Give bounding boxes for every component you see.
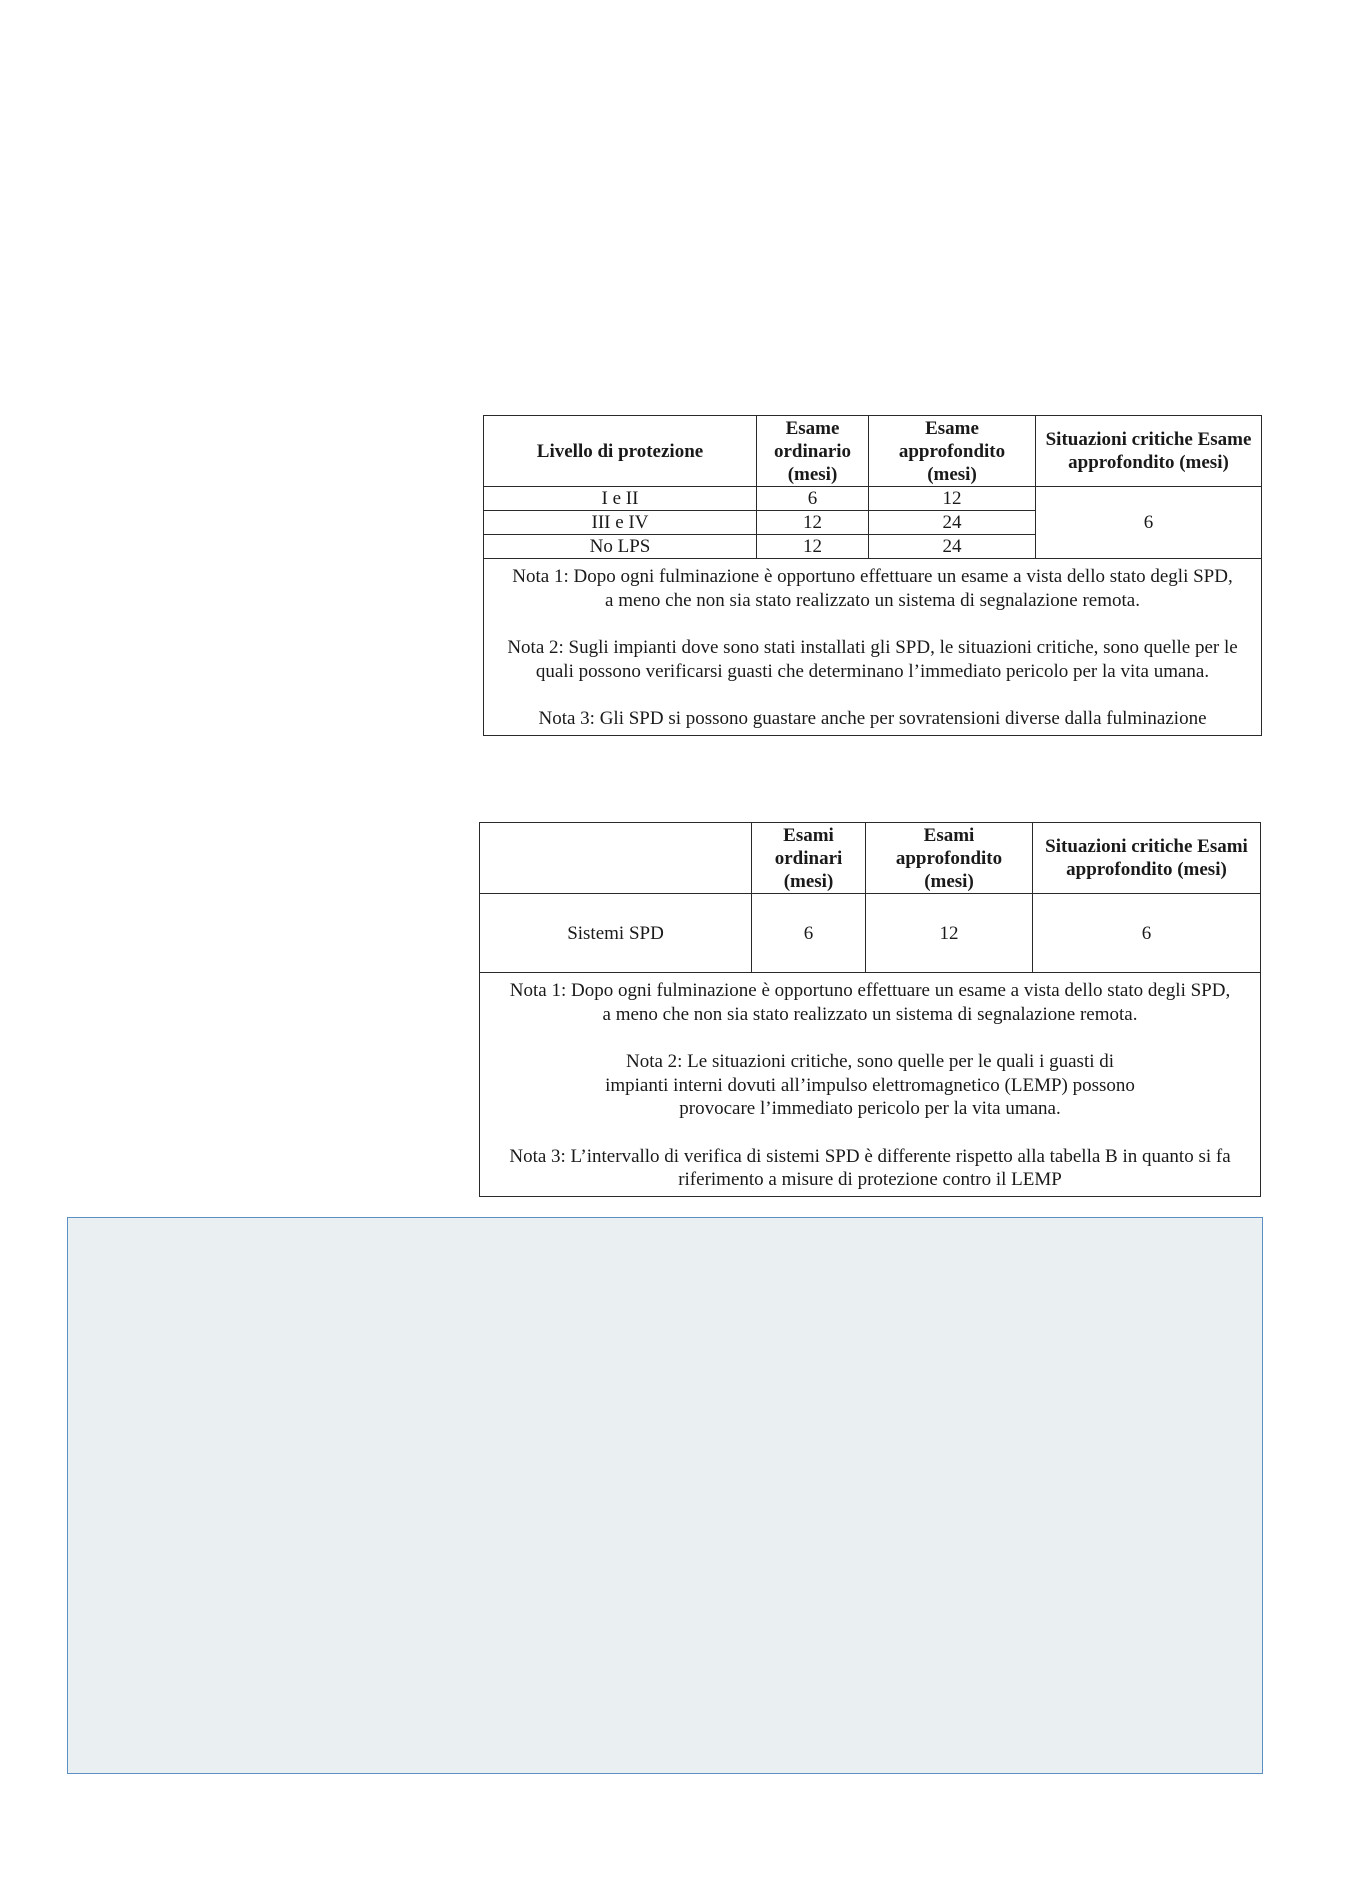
notes-row xyxy=(480,973,1261,1197)
table-row xyxy=(484,487,1262,511)
table-protection-levels xyxy=(483,415,1262,736)
cell-ordinario: 12 xyxy=(757,535,869,559)
note-1: Nota 1: Dopo ogni fulminazione è opportuno effettuare un esame a vista dello stato degli SPD, a meno che non sia stato realizzato un sistema di segnalazione remota. xyxy=(512,566,1233,611)
header-livello: Livello di protezione xyxy=(484,416,757,487)
cell-sistemi-spd: Sistemi SPD xyxy=(480,894,752,973)
table-header-row xyxy=(480,823,1261,894)
cell-approfondito: 12 xyxy=(869,487,1036,511)
note-3: Nota 3: Gli SPD si possono guastare anche per sovratensioni diverse dalla fulminazione xyxy=(538,708,1207,729)
cell-ordinario: 6 xyxy=(757,487,869,511)
cell-ordinari: 6 xyxy=(752,894,866,973)
cell-approfondito: 24 xyxy=(869,511,1036,535)
table-row xyxy=(480,894,1261,973)
table-spd-systems xyxy=(479,822,1261,1197)
info-panel xyxy=(67,1217,1263,1774)
cell-livello: No LPS xyxy=(484,535,757,559)
header-esame-ordinario: Esame ordinario (mesi) xyxy=(757,416,869,487)
note-2: Nota 2: Le situazioni critiche, sono quelle per le quali i guasti di impianti interni dovuti all’impulso elettromagnetico (LEMP) possono provocare l’immediato pericolo per la vita umana. xyxy=(605,1051,1135,1119)
note-2: Nota 2: Sugli impianti dove sono stati installati gli SPD, le situazioni critiche, sono quelle per le quali possono verificarsi guasti che determinano l’immediato pericolo per la vita umana. xyxy=(507,637,1238,682)
note-1: Nota 1: Dopo ogni fulminazione è opportuno effettuare un esame a vista dello stato degli SPD, a meno che non sia stato realizzato un sistema di segnalazione remota. xyxy=(509,980,1231,1025)
note-3: Nota 3: L’intervallo di verifica di sistemi SPD è differente rispetto alla tabella B in quanto si fa riferimento a misure di protezione contro il LEMP xyxy=(509,1145,1231,1190)
table-header-row xyxy=(484,416,1262,487)
header-empty xyxy=(480,823,752,894)
header-esami-approfondito: Esami approfondito (mesi) xyxy=(866,823,1033,894)
cell-ordinario: 12 xyxy=(757,511,869,535)
cell-critical-value: 6 xyxy=(1036,487,1262,559)
header-situazioni-critiche: Situazioni critiche Esami approfondito (mesi) xyxy=(1033,823,1261,894)
notes-row xyxy=(484,559,1262,736)
cell-approfondito: 12 xyxy=(866,894,1033,973)
cell-livello: III e IV xyxy=(484,511,757,535)
cell-livello: I e II xyxy=(484,487,757,511)
header-esame-approfondito: Esame approfondito (mesi) xyxy=(869,416,1036,487)
notes-cell xyxy=(484,559,1262,736)
notes-cell xyxy=(480,973,1261,1197)
header-situazioni-critiche: Situazioni critiche Esame approfondito (mesi) xyxy=(1036,416,1262,487)
cell-critical-value: 6 xyxy=(1033,894,1261,973)
cell-approfondito: 24 xyxy=(869,535,1036,559)
header-esami-ordinari: Esami ordinari (mesi) xyxy=(752,823,866,894)
